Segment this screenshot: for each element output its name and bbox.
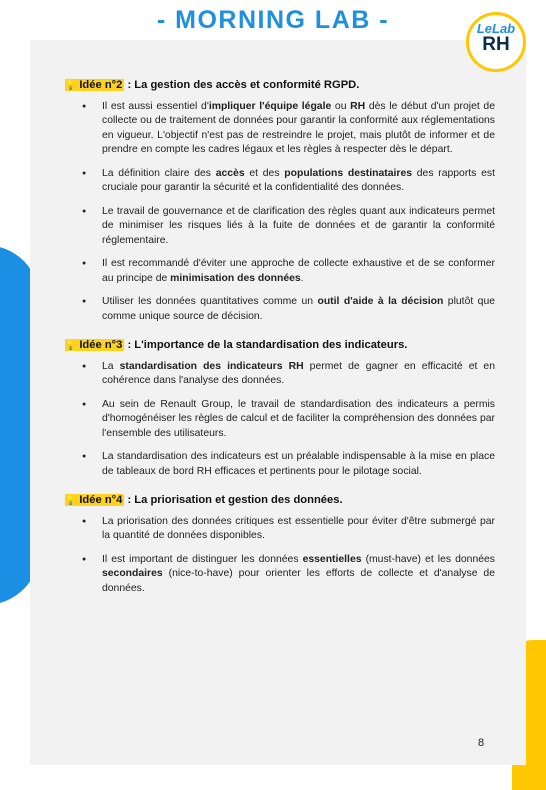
lightbulb-icon: 💡 <box>65 340 77 350</box>
list-item <box>65 553 495 597</box>
idea-tag: 💡 Idée n°3 <box>65 339 123 351</box>
emphasis-text: impliquer l'équipe légale <box>208 100 332 112</box>
list-item <box>65 360 495 389</box>
idea-tag: 💡 Idée n°4 <box>65 494 123 506</box>
section-heading-text: : L'importance de la standardisation des indicateurs. <box>124 339 408 351</box>
list-item <box>65 205 495 249</box>
bullet-list <box>65 360 495 480</box>
body-text: (must-have) et les données <box>361 553 495 565</box>
list-item <box>65 100 495 158</box>
body-text: Utiliser les données quantitatives comme un <box>102 296 318 307</box>
section-heading <box>65 338 495 353</box>
body-text: Il est aussi essentiel d' <box>102 100 209 112</box>
body-text: Il est important de distinguer les données <box>102 553 303 565</box>
bullet-list <box>65 515 495 597</box>
section-heading-text: : La priorisation et gestion des données. <box>124 494 343 506</box>
emphasis-text: outil d'aide à la décision <box>317 296 444 307</box>
body-text: plutôt que comme unique source de décision. <box>102 296 496 322</box>
lightbulb-icon: 💡 <box>65 495 77 505</box>
body-text: La définition claire des <box>102 167 216 179</box>
list-item <box>65 398 495 442</box>
list-item <box>65 450 495 479</box>
list-item <box>65 515 495 544</box>
section-heading <box>65 493 495 508</box>
lelab-rh-logo <box>466 12 526 72</box>
emphasis-text: essentielles <box>302 553 362 565</box>
body-text: Le travail de gouvernance et de clarification des règles quant aux indicateurs permet de minimiser les risques liés à la fuite de données et de garantir la conformité réglementaire. <box>102 205 495 246</box>
bullet-list <box>65 100 495 325</box>
logo-text-top: LeLab <box>476 21 516 36</box>
page-title: - MORNING LAB - <box>156 6 390 34</box>
emphasis-text: accès <box>215 167 245 179</box>
logo-text-bottom: RH <box>482 34 510 55</box>
body-text: permet de gagner en efficacité et en cohérence dans l'analyse des données. <box>102 360 495 386</box>
emphasis-text: populations destinataires <box>284 167 413 179</box>
emphasis-text: RH <box>350 100 366 112</box>
body-text: Au sein de Renault Group, le travail de standardisation des indicateurs a permis d'homogénéiser les règles de calcul et de faciliter la compréhension des données par l'ensemble des utilisateurs. <box>102 398 495 439</box>
idea-tag: 💡 Idée n°2 <box>65 79 123 91</box>
emphasis-text: minimisation des données <box>170 272 301 284</box>
list-item <box>65 257 495 286</box>
body-text: . <box>300 272 304 284</box>
body-text: La priorisation des données critiques est essentielle pour éviter d'être submergé par la quantité de données disponibles. <box>102 515 495 541</box>
body-text: ou <box>331 100 351 112</box>
lightbulb-icon: 💡 <box>65 80 77 90</box>
body-text: dès le début d'un projet de collecte ou de traitement de données pour garantir la conformité aux réglementations en vigueur. L'objectif n'est pas de restreindre le projet, mais plutôt de informer et de prendre en compte les cadres légaux et les règles à respecter dès le départ. <box>102 100 495 155</box>
body-text: Il est recommandé d'éviter une approche de collecte exhaustive et de se conformer au principe de <box>102 258 495 284</box>
document-body <box>65 78 495 610</box>
emphasis-text: standardisation des indicateurs RH <box>119 360 304 372</box>
body-text: et des <box>244 167 285 179</box>
list-item <box>65 167 495 196</box>
emphasis-text: secondaires <box>102 568 163 579</box>
body-text: La standardisation des indicateurs est un préalable indispensable à la mise en place de tableaux de bord RH efficaces et pertinents pour le pilotage social. <box>102 451 495 477</box>
list-item <box>65 295 495 324</box>
section-heading <box>65 78 495 93</box>
page-number: 8 <box>478 737 485 749</box>
body-text: (nice-to-have) pour orienter les efforts de collecte et d'analyse de données. <box>102 568 495 594</box>
body-text: La <box>102 360 120 372</box>
body-text: des rapports est cruciale pour garantir la sécurité et la confidentialité des données. <box>102 167 495 193</box>
section-heading-text: : La gestion des accès et conformité RGPD. <box>124 79 360 91</box>
